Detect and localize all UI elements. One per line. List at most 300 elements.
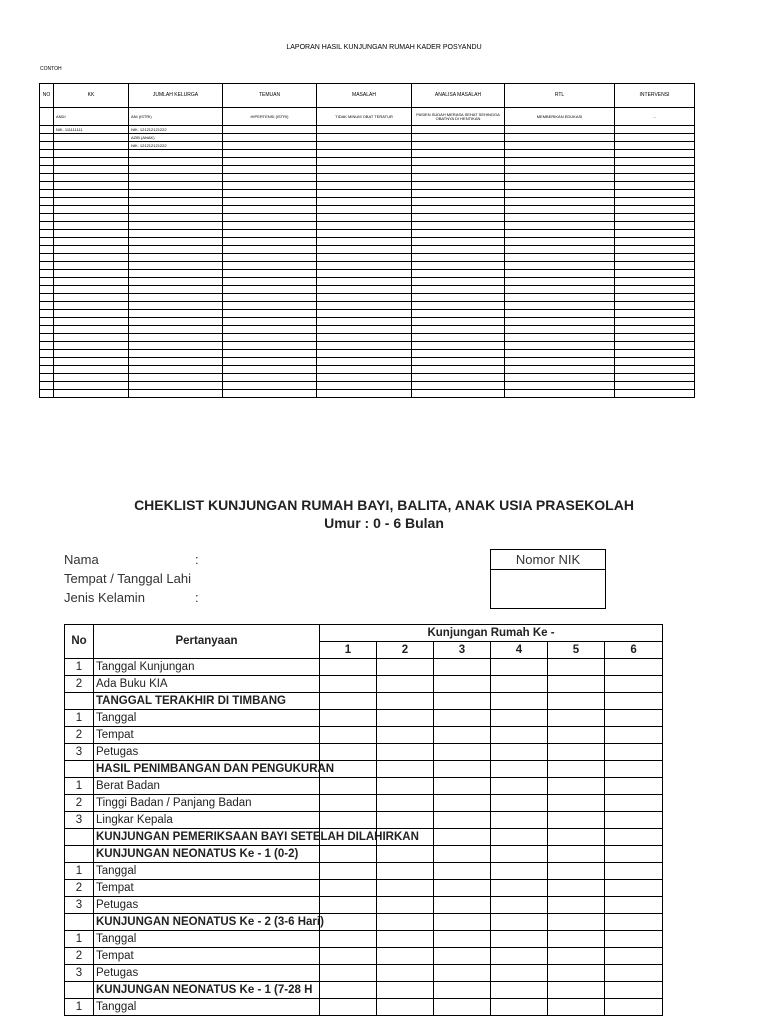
visit-cell[interactable] bbox=[491, 659, 548, 676]
visit-cell[interactable] bbox=[320, 999, 377, 1016]
report-cell bbox=[615, 246, 695, 254]
report-cell bbox=[505, 222, 615, 230]
report-cell: NIK. 121212121222 bbox=[129, 126, 223, 134]
report-cell bbox=[615, 206, 695, 214]
visit-cell[interactable] bbox=[491, 880, 548, 897]
question-text: Tempat bbox=[94, 880, 320, 897]
visit-cell[interactable] bbox=[548, 795, 605, 812]
visit-cell[interactable] bbox=[491, 795, 548, 812]
report-row bbox=[40, 310, 695, 318]
visit-cell[interactable] bbox=[320, 863, 377, 880]
report-cell bbox=[40, 358, 54, 366]
report-cell bbox=[129, 254, 223, 262]
report-cell bbox=[223, 134, 317, 142]
visit-cell[interactable] bbox=[491, 999, 548, 1016]
report-cell bbox=[129, 302, 223, 310]
visit-cell[interactable] bbox=[491, 710, 548, 727]
visit-cell[interactable] bbox=[377, 880, 434, 897]
report-row bbox=[40, 334, 695, 342]
visit-cell[interactable] bbox=[605, 948, 663, 965]
checklist-section-row bbox=[65, 982, 663, 999]
visit-cell[interactable] bbox=[605, 863, 663, 880]
visit-cell[interactable] bbox=[320, 897, 377, 914]
report-cell bbox=[412, 310, 505, 318]
visit-cell[interactable] bbox=[434, 676, 491, 693]
visit-cell[interactable] bbox=[320, 965, 377, 982]
report-cell bbox=[412, 214, 505, 222]
report-cell bbox=[129, 350, 223, 358]
visit-cell[interactable] bbox=[320, 727, 377, 744]
visit-cell[interactable] bbox=[491, 965, 548, 982]
report-cell bbox=[54, 174, 129, 182]
report-cell bbox=[40, 182, 54, 190]
report-cell bbox=[615, 190, 695, 198]
visit-cell[interactable] bbox=[548, 812, 605, 829]
visit-cell[interactable] bbox=[605, 710, 663, 727]
report-empty-rows bbox=[40, 150, 695, 398]
row-number bbox=[65, 761, 94, 778]
visit-cell[interactable] bbox=[491, 931, 548, 948]
report-cell bbox=[615, 278, 695, 286]
visit-number: 2 bbox=[377, 642, 434, 659]
checklist-section-row bbox=[65, 914, 663, 931]
checklist-section-row bbox=[65, 761, 663, 778]
checklist-item-row bbox=[65, 812, 663, 829]
report-cell bbox=[412, 182, 505, 190]
visit-cell[interactable] bbox=[605, 931, 663, 948]
checklist-item-row bbox=[65, 897, 663, 914]
report-cell bbox=[129, 246, 223, 254]
section-title: TANGGAL TERAKHIR DI TIMBANG bbox=[94, 693, 320, 710]
report-cell bbox=[615, 262, 695, 270]
report-cell bbox=[40, 382, 54, 390]
visit-cell bbox=[377, 846, 434, 863]
report-cell bbox=[615, 166, 695, 174]
visit-cell[interactable] bbox=[548, 931, 605, 948]
report-cell bbox=[54, 342, 129, 350]
visit-cell bbox=[605, 982, 663, 999]
report-cell bbox=[317, 190, 412, 198]
visit-cell[interactable] bbox=[434, 778, 491, 795]
visit-cell[interactable] bbox=[377, 897, 434, 914]
visit-cell[interactable] bbox=[605, 676, 663, 693]
visit-cell[interactable] bbox=[320, 948, 377, 965]
report-cell bbox=[54, 182, 129, 190]
report-row bbox=[40, 198, 695, 206]
report-header-cell: TEMUAN bbox=[223, 84, 317, 108]
report-row bbox=[40, 134, 695, 142]
report-cell bbox=[54, 238, 129, 246]
report-cell bbox=[615, 222, 695, 230]
report-row bbox=[40, 246, 695, 254]
visit-cell[interactable] bbox=[320, 710, 377, 727]
report-cell bbox=[54, 142, 129, 150]
report-cell bbox=[317, 198, 412, 206]
report-cell bbox=[40, 198, 54, 206]
report-cell bbox=[223, 350, 317, 358]
checklist-item-row bbox=[65, 999, 663, 1016]
report-cell bbox=[223, 326, 317, 334]
visit-cell[interactable] bbox=[548, 999, 605, 1016]
visit-cell[interactable] bbox=[548, 897, 605, 914]
visit-cell[interactable] bbox=[434, 659, 491, 676]
visit-cell[interactable] bbox=[605, 778, 663, 795]
visit-cell[interactable] bbox=[377, 795, 434, 812]
visit-cell[interactable] bbox=[548, 727, 605, 744]
report-cell bbox=[54, 166, 129, 174]
report-cell bbox=[317, 150, 412, 158]
header-kunjungan: Kunjungan Rumah Ke - bbox=[320, 625, 663, 642]
report-cell bbox=[223, 294, 317, 302]
report-row bbox=[40, 142, 695, 150]
question-text: Petugas bbox=[94, 744, 320, 761]
visit-cell[interactable] bbox=[491, 676, 548, 693]
row-number: 2 bbox=[65, 948, 94, 965]
visit-cell[interactable] bbox=[377, 863, 434, 880]
report-cell bbox=[412, 342, 505, 350]
report-cell bbox=[505, 302, 615, 310]
report-header-cell: MASALAH bbox=[317, 84, 412, 108]
report-cell bbox=[615, 342, 695, 350]
report-cell bbox=[505, 134, 615, 142]
report-cell bbox=[54, 326, 129, 334]
report-cell bbox=[317, 174, 412, 182]
visit-cell[interactable] bbox=[377, 676, 434, 693]
info-jk-label: Jenis Kelamin bbox=[64, 590, 145, 605]
visit-cell[interactable] bbox=[320, 795, 377, 812]
report-cell bbox=[412, 238, 505, 246]
report-cell bbox=[223, 222, 317, 230]
report-title: LAPORAN HASIL KUNJUNGAN RUMAH KADER POSYANDU bbox=[286, 44, 482, 51]
visit-cell bbox=[548, 914, 605, 931]
report-cell bbox=[129, 334, 223, 342]
report-cell bbox=[223, 310, 317, 318]
visit-cell[interactable] bbox=[548, 863, 605, 880]
visit-cell[interactable] bbox=[434, 965, 491, 982]
visit-cell bbox=[491, 914, 548, 931]
report-cell bbox=[40, 342, 54, 350]
visit-cell[interactable] bbox=[548, 744, 605, 761]
visit-cell bbox=[434, 761, 491, 778]
visit-cell[interactable] bbox=[605, 659, 663, 676]
visit-cell[interactable] bbox=[377, 965, 434, 982]
report-cell bbox=[54, 134, 129, 142]
visit-cell[interactable] bbox=[491, 812, 548, 829]
report-row bbox=[40, 230, 695, 238]
checklist-item-row bbox=[65, 931, 663, 948]
report-cell bbox=[505, 198, 615, 206]
visit-cell[interactable] bbox=[434, 744, 491, 761]
visit-cell[interactable] bbox=[320, 931, 377, 948]
visit-cell[interactable] bbox=[548, 965, 605, 982]
visit-cell bbox=[434, 829, 491, 846]
report-cell: ANDI bbox=[54, 108, 129, 126]
visit-cell[interactable] bbox=[605, 795, 663, 812]
visit-cell[interactable] bbox=[605, 812, 663, 829]
report-cell bbox=[223, 238, 317, 246]
visit-cell[interactable] bbox=[605, 999, 663, 1016]
visit-cell[interactable] bbox=[320, 880, 377, 897]
report-cell bbox=[412, 198, 505, 206]
report-header-cell: INTERVENSI bbox=[615, 84, 695, 108]
report-cell bbox=[615, 294, 695, 302]
visit-cell bbox=[434, 693, 491, 710]
row-number: 1 bbox=[65, 999, 94, 1016]
report-cell bbox=[412, 318, 505, 326]
visit-number: 4 bbox=[491, 642, 548, 659]
visit-cell[interactable] bbox=[377, 710, 434, 727]
report-cell bbox=[223, 374, 317, 382]
report-cell bbox=[129, 158, 223, 166]
report-cell bbox=[129, 174, 223, 182]
report-cell bbox=[505, 246, 615, 254]
report-cell bbox=[40, 174, 54, 182]
report-cell bbox=[412, 262, 505, 270]
visit-cell[interactable] bbox=[434, 880, 491, 897]
visit-cell[interactable] bbox=[377, 744, 434, 761]
report-cell: MEMBERIKAN EDUKASI bbox=[505, 108, 615, 126]
report-cell bbox=[615, 286, 695, 294]
report-cell bbox=[412, 390, 505, 398]
visit-cell[interactable] bbox=[605, 727, 663, 744]
visit-cell bbox=[377, 914, 434, 931]
report-cell bbox=[505, 326, 615, 334]
info-ttl bbox=[64, 571, 191, 587]
visit-cell bbox=[320, 693, 377, 710]
row-number: 3 bbox=[65, 897, 94, 914]
visit-cell bbox=[491, 761, 548, 778]
visit-cell bbox=[434, 982, 491, 999]
visit-cell bbox=[320, 914, 377, 931]
visit-cell[interactable] bbox=[605, 880, 663, 897]
row-number: 1 bbox=[65, 778, 94, 795]
report-cell bbox=[317, 134, 412, 142]
report-cell bbox=[412, 334, 505, 342]
info-colon: : bbox=[195, 590, 199, 605]
visit-cell[interactable] bbox=[548, 659, 605, 676]
report-cell bbox=[54, 246, 129, 254]
report-cell bbox=[40, 150, 54, 158]
report-cell bbox=[40, 254, 54, 262]
visit-number: 6 bbox=[605, 642, 663, 659]
question-text: Tanggal bbox=[94, 931, 320, 948]
report-cell bbox=[317, 286, 412, 294]
report-cell bbox=[40, 238, 54, 246]
visit-cell[interactable] bbox=[548, 676, 605, 693]
question-text: Berat Badan bbox=[94, 778, 320, 795]
visit-cell bbox=[548, 693, 605, 710]
visit-cell[interactable] bbox=[434, 897, 491, 914]
report-cell: NIK. 111111111 bbox=[54, 126, 129, 134]
visit-cell[interactable] bbox=[434, 931, 491, 948]
visit-cell bbox=[491, 693, 548, 710]
contoh-label: CONTOH bbox=[40, 66, 62, 72]
report-cell bbox=[615, 382, 695, 390]
report-cell bbox=[505, 174, 615, 182]
report-cell bbox=[615, 366, 695, 374]
report-cell bbox=[615, 214, 695, 222]
report-cell bbox=[40, 230, 54, 238]
report-cell bbox=[54, 206, 129, 214]
visit-cell[interactable] bbox=[548, 710, 605, 727]
report-cell bbox=[223, 302, 317, 310]
question-text: Petugas bbox=[94, 897, 320, 914]
row-number bbox=[65, 693, 94, 710]
question-text: Lingkar Kepala bbox=[94, 812, 320, 829]
visit-cell[interactable] bbox=[491, 948, 548, 965]
report-header-row bbox=[40, 84, 695, 108]
report-cell bbox=[317, 278, 412, 286]
report-cell bbox=[40, 390, 54, 398]
question-text: Tanggal bbox=[94, 710, 320, 727]
checklist-section-row bbox=[65, 829, 663, 846]
visit-cell[interactable] bbox=[434, 999, 491, 1016]
report-row bbox=[40, 374, 695, 382]
visit-cell[interactable] bbox=[605, 897, 663, 914]
visit-cell bbox=[434, 914, 491, 931]
visit-cell[interactable] bbox=[434, 727, 491, 744]
visit-cell[interactable] bbox=[548, 948, 605, 965]
report-cell bbox=[615, 302, 695, 310]
visit-cell bbox=[491, 846, 548, 863]
report-cell bbox=[40, 142, 54, 150]
question-text: Tinggi Badan / Panjang Badan bbox=[94, 795, 320, 812]
report-cell bbox=[54, 150, 129, 158]
visit-cell[interactable] bbox=[548, 778, 605, 795]
visit-cell[interactable] bbox=[605, 965, 663, 982]
report-cell bbox=[40, 158, 54, 166]
report-cell bbox=[40, 366, 54, 374]
visit-cell bbox=[377, 761, 434, 778]
visit-cell[interactable] bbox=[491, 863, 548, 880]
report-cell bbox=[40, 350, 54, 358]
report-cell bbox=[615, 150, 695, 158]
report-cell bbox=[505, 342, 615, 350]
row-number: 1 bbox=[65, 931, 94, 948]
visit-cell bbox=[548, 829, 605, 846]
report-cell bbox=[40, 326, 54, 334]
report-cell bbox=[615, 238, 695, 246]
report-header-cell: KK bbox=[54, 84, 129, 108]
report-cell bbox=[54, 374, 129, 382]
report-cell bbox=[505, 166, 615, 174]
report-cell bbox=[317, 382, 412, 390]
info-nama-label: Nama bbox=[64, 552, 99, 567]
visit-cell bbox=[491, 982, 548, 999]
report-cell bbox=[412, 142, 505, 150]
report-cell bbox=[412, 366, 505, 374]
report-cell bbox=[223, 190, 317, 198]
visit-cell[interactable] bbox=[320, 812, 377, 829]
visit-cell[interactable] bbox=[377, 659, 434, 676]
report-cell bbox=[317, 294, 412, 302]
report-cell bbox=[40, 286, 54, 294]
visit-cell[interactable] bbox=[605, 744, 663, 761]
report-cell bbox=[40, 214, 54, 222]
question-text: Tanggal Kunjungan bbox=[94, 659, 320, 676]
visit-cell[interactable] bbox=[320, 659, 377, 676]
report-cell: TIDAK MINUM OBAT TERATUR bbox=[317, 108, 412, 126]
report-cell bbox=[505, 278, 615, 286]
visit-cell[interactable] bbox=[377, 727, 434, 744]
section-title: KUNJUNGAN NEONATUS Ke - 1 (7-28 H bbox=[94, 982, 320, 999]
report-cell bbox=[129, 206, 223, 214]
report-cell bbox=[223, 358, 317, 366]
row-number: 3 bbox=[65, 744, 94, 761]
report-row bbox=[40, 206, 695, 214]
report-row bbox=[40, 222, 695, 230]
report-cell bbox=[40, 126, 54, 134]
visit-cell[interactable] bbox=[434, 795, 491, 812]
report-cell bbox=[223, 246, 317, 254]
row-number: 3 bbox=[65, 812, 94, 829]
report-cell bbox=[40, 334, 54, 342]
report-cell: ANI (ISTRI) bbox=[129, 108, 223, 126]
report-cell bbox=[505, 142, 615, 150]
visit-cell[interactable] bbox=[377, 931, 434, 948]
report-cell bbox=[129, 366, 223, 374]
visit-cell[interactable] bbox=[491, 897, 548, 914]
checklist-subtitle: Umur : 0 - 6 Bulan bbox=[324, 515, 444, 531]
report-cell bbox=[412, 246, 505, 254]
report-cell bbox=[129, 278, 223, 286]
report-cell bbox=[129, 390, 223, 398]
report-cell bbox=[505, 190, 615, 198]
visit-cell[interactable] bbox=[491, 727, 548, 744]
visit-cell[interactable] bbox=[320, 676, 377, 693]
report-cell bbox=[317, 270, 412, 278]
report-cell bbox=[505, 294, 615, 302]
visit-cell[interactable] bbox=[434, 863, 491, 880]
visit-cell[interactable] bbox=[548, 880, 605, 897]
visit-cell[interactable] bbox=[434, 812, 491, 829]
report-cell bbox=[223, 254, 317, 262]
report-cell bbox=[54, 198, 129, 206]
report-cell bbox=[129, 358, 223, 366]
visit-cell[interactable] bbox=[377, 812, 434, 829]
visit-cell[interactable] bbox=[377, 948, 434, 965]
checklist-header-row bbox=[65, 625, 663, 642]
report-row bbox=[40, 158, 695, 166]
section-title: HASIL PENIMBANGAN DAN PENGUKURAN bbox=[94, 761, 320, 778]
report-cell bbox=[129, 150, 223, 158]
report-cell bbox=[505, 382, 615, 390]
report-cell bbox=[412, 222, 505, 230]
visit-cell[interactable] bbox=[377, 778, 434, 795]
report-row bbox=[40, 278, 695, 286]
visit-cell[interactable] bbox=[320, 744, 377, 761]
report-cell bbox=[54, 382, 129, 390]
visit-cell[interactable] bbox=[434, 710, 491, 727]
visit-cell[interactable] bbox=[491, 744, 548, 761]
report-cell bbox=[223, 286, 317, 294]
visit-cell[interactable] bbox=[377, 999, 434, 1016]
question-text: Ada Buku KIA bbox=[94, 676, 320, 693]
visit-cell bbox=[605, 761, 663, 778]
visit-cell[interactable] bbox=[434, 948, 491, 965]
report-cell bbox=[505, 390, 615, 398]
report-cell bbox=[615, 198, 695, 206]
info-colon: : bbox=[195, 552, 199, 567]
visit-cell bbox=[320, 846, 377, 863]
visit-cell[interactable] bbox=[491, 778, 548, 795]
report-row bbox=[40, 214, 695, 222]
report-row bbox=[40, 270, 695, 278]
report-cell bbox=[54, 350, 129, 358]
visit-cell[interactable] bbox=[320, 778, 377, 795]
report-cell bbox=[317, 206, 412, 214]
info-ttl-label: Tempat / Tanggal Lahi bbox=[64, 571, 191, 586]
